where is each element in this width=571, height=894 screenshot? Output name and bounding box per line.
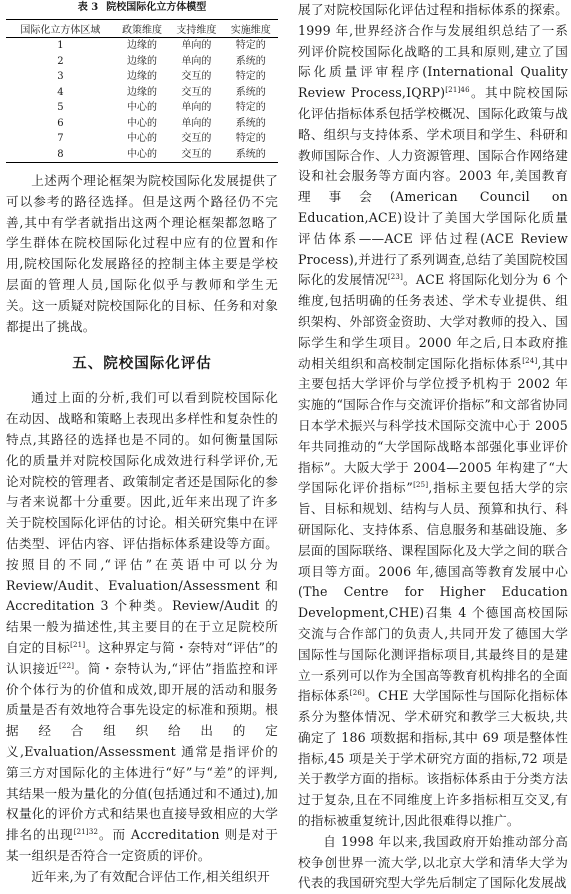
- table-row: [6, 100, 278, 116]
- table-row: [6, 131, 278, 147]
- table-cell: 单向的: [181, 102, 212, 113]
- citation: [23]: [387, 273, 404, 282]
- table-cell: 系统的: [224, 147, 278, 163]
- table-cell: 边缘的: [126, 86, 157, 98]
- paragraph-indicator-systems: [298, 0, 568, 832]
- table-header-cell: 支持维度: [169, 20, 223, 38]
- table-cell: 1: [57, 40, 64, 51]
- text-run: 展了对院校国际化评估过程和指标体系的探索。1999 年,世界经济合作与发展组织总结了一系列评价院校国际化战略的工具和原则,建立了国际化质量评审程序(International Quality Review Process,IQRP): [298, 2, 568, 101]
- citation: [21]: [70, 640, 86, 649]
- text-run: 。简・奈特认为,“评估”指监控和评价个体行为的价值和成效,即开展的活动和服务质量是否有效地符合事先设定的标准和预期。根据经合组织给出的定义,Evaluation/Assessment 通常是指评价的第三方对国际化的主体进行“好”与“差”的评判,其结果一般为量化的分值(包括通过和不通过),加权量化的评价方式和结果也直接导致相应的大学排名的出现: [6, 660, 278, 843]
- table-header-cell: 政策维度: [115, 20, 169, 38]
- paragraph-framework-critique: 上述两个理论框架为院校国际化发展提供了可以参考的路径选择。但是这两个路径仍不完善,其中有学者就指出这两个理论框架都忽略了学生群体在院校国际化过程中应有的位置和作用,院校国际化发展路径的控制主体主要是学校层面的管理人员,国际化似乎与教师和学生无关。这一质疑对院校国际化的目标、任务和对象都提出了挑战。: [6, 173, 278, 334]
- section-heading: 五、院校国际化评估: [72, 356, 212, 373]
- citation: [26]: [349, 689, 365, 698]
- table-header-cell: 国际化立方体区域: [6, 20, 115, 38]
- table-cell: 5: [57, 102, 64, 113]
- table-cell: 4: [57, 86, 64, 98]
- paragraph-china-universities: 自 1998 年以来,我国政府开始推动部分高校争创世界一流大学,以北京大学和清华大学为代表的我国研究型大学先后制定了国际化发展战: [298, 833, 568, 891]
- table-cell: 特定的: [235, 102, 266, 113]
- table-row: [6, 147, 278, 163]
- table-cell: 交互的: [181, 133, 212, 144]
- paragraph-recent-years: 近年来,为了有效配合评估工作,相关组织开: [31, 868, 270, 884]
- table-cell: 7: [57, 133, 64, 144]
- text-run: 。CHE 大学国际性与国际化指标体系分为整体情况、学术研究和教学三大板块,共确定了 186 项数据和指标,其中 69 项是整体性指标,45 项是关于学术研究方面的指标,72 项是关于教学方面的指标。该指标体系由于分类方法过于复杂,且在不同维度上许多指标相互交叉,有的指标被重复统计,因此很难得以推广。: [298, 688, 568, 829]
- citation: [21]46: [445, 86, 470, 94]
- cube-model-table: [6, 19, 278, 163]
- table-cell: 6: [57, 117, 64, 129]
- table-cell: 单向的: [181, 117, 212, 129]
- table-cell: 中心的: [126, 133, 157, 144]
- table-cell: 系统的: [235, 86, 266, 98]
- table-cell: 系统的: [235, 117, 266, 129]
- table-number: 表 3: [77, 2, 99, 13]
- text-run: 。ACE 将国际化划分为 6 个维度,包括明确的任务表述、学术专业提供、组织架构、外部资金资助、大学对教师的投入、国际学生和学生项目。2000 年之后,日本政府推动相关组织和高校制定国际化指标体系: [298, 272, 568, 371]
- citation: [21]32: [73, 827, 99, 836]
- table-title: 院校国际化立方体模型: [106, 2, 207, 13]
- table-cell: 中心的: [126, 117, 157, 129]
- table-caption: [6, 1, 278, 15]
- table-cell: 交互的: [169, 147, 223, 163]
- text-run: 通过上面的分析,我们可以看到院校国际化在动因、战略和策略上表现出多样性和复杂性的特点,其路径的选择也是不同的。如何衡量国际化的质量并对院校国际化成效进行科学评价,无论对院校的管理者、政策制定者还是国际化的参与者来说都十分重要。因此,近年来出现了许多关于院校国际化评估的讨论。相关研究集中在评估类型、评估内容、评估指标体系建设等方面。按照目的不同,“评估”在英语中可以分为 Review/Audit、Evaluation/Assessment 和 Accreditation 3 个种类。Review/Audit 的结果一般为描述性,其主要目的在于立足院校所自定的目标: [6, 390, 278, 655]
- table-cell: 8: [6, 147, 115, 163]
- right-column: [298, 0, 568, 894]
- table-cell: 3: [57, 71, 64, 82]
- table-cell: 特定的: [235, 71, 266, 82]
- table-row: [6, 38, 278, 54]
- table-cell: 特定的: [235, 40, 266, 51]
- citation: [22]: [58, 661, 75, 670]
- table-cell: 交互的: [181, 86, 212, 98]
- table-cell: 边缘的: [126, 40, 157, 51]
- table-cell: 交互的: [181, 71, 212, 82]
- text-run: 。而 Accreditation 则是对于某一组织是否符合一定资质的评价。: [6, 827, 278, 863]
- left-column: [6, 0, 278, 888]
- table-cell: 中心的: [126, 102, 157, 113]
- table-cell: 单向的: [181, 55, 212, 67]
- table-cell: 单向的: [181, 40, 212, 51]
- table-cell: 边缘的: [126, 71, 157, 82]
- text-run: ,指标主要包括大学的宗旨、目标和规划、结构与人员、预算和执行、科研国际化、支持体系、信息服务和基础设施、多层面的国际联络、课程国际化及大学之间的联合项目等方面。2006 年,德国高等教育发展中心(The Centre for Higher Education Development,CHE)召集 4 个德国高校国际交流与合作部门的负责人,共同开发了德国大学国际性与国际化测评指标项目,其最终目的是建立一系列可以作为全国高等教育机构排名的全面指标体系: [298, 480, 568, 704]
- table-row: [6, 69, 278, 85]
- table-row: [6, 85, 278, 101]
- citation: [25]: [413, 481, 429, 490]
- table-row: [6, 116, 278, 132]
- text-run: ,其中主要包括大学评价与学位授予机构于 2002 年实施的“国际合作与交流评价指标”和文部省协同日本学术振兴与科学技术国际交流中心于 2005 年共同推动的“大学国际战略本部强化事业评价指标”。大阪大学于 2004—2005 年构建了“大学国际化评价指标”: [298, 355, 568, 496]
- table-header-cell: 实施维度: [224, 20, 278, 38]
- text-run: 。这种界定与简・奈特对“评估”的认识接近: [6, 639, 279, 676]
- table-header-row: [6, 20, 278, 38]
- text-run: 。其中院校国际化评估指标体系包括学校概况、国际化政策与战略、组织与支持体系、学术项目和学生、科研和教师国际合作、人力资源管理、国际合作网络建设和社会服务等方面内容。2003 年,美国教育理事会(American Council on Education,ACE)设计了美国大学国际化质量评估体系——ACE 评估过程(ACE Review Process),并进行了系列调查,总结了美国院校国际化的发展情况: [298, 85, 568, 288]
- citation: [24]: [522, 356, 538, 365]
- table-cell: 特定的: [235, 133, 266, 144]
- table-cell: 中心的: [115, 147, 169, 163]
- table-cell: 2: [57, 55, 64, 67]
- table-cell: 系统的: [235, 55, 266, 67]
- table-row: [6, 54, 278, 70]
- table-cell: 边缘的: [126, 55, 157, 67]
- paragraph-evaluation-types: [6, 388, 278, 866]
